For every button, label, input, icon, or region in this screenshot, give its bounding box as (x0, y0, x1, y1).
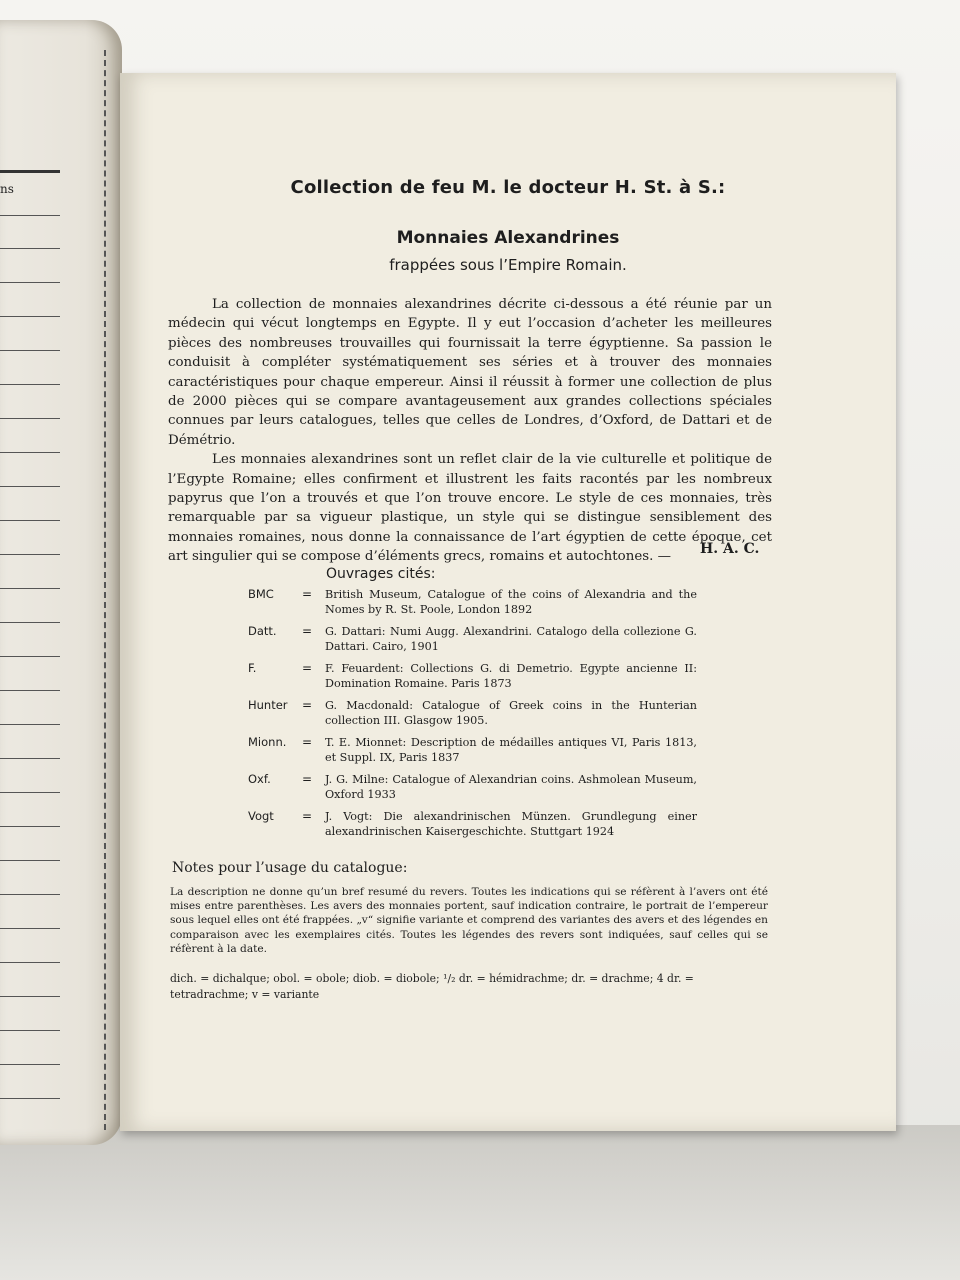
perforation-line (104, 50, 106, 1130)
left-rule (0, 758, 60, 759)
left-rule (0, 962, 60, 963)
reference-text: J. G. Milne: Catalogue of Alexandrian coins. Ashmolean Museum, Oxford 1933 (325, 773, 697, 801)
signature: H. A. C. (700, 541, 760, 557)
reference-abbr: Oxf. (248, 772, 271, 786)
reference-item (120, 735, 896, 769)
reference-text: G. Dattari: Numi Augg. Alexandrini. Catalogo della collezione G. Dattari. Cairo, 1901 (325, 625, 697, 653)
left-rule (0, 690, 60, 691)
right-page (120, 73, 896, 1131)
intro-paragraph: Les monnaies alexandrines sont un reflet clair de la vie culturelle et politique de l’Egypte Romaine; elles confirment et illustrent les faits racontés par les nombreux papyrus que l’on a trouvés et que l’on trouve encore. Le style de ces monnaies, très remarquable par sa vigueur plastique, un style qui se distingue sensiblement des monnaies romaines, nous donne la connaissance de l’art égyptien de cette époque, cet art singulier qui se compose d’éléments grecs, romains et autochtones. — (168, 452, 772, 565)
left-rule (0, 826, 60, 827)
left-rule (0, 452, 60, 453)
left-rule (0, 894, 60, 895)
abbreviations-text: dich. = dichalque; obol. = obole; diob. = diobole; ¹/₂ dr. = hémidrachme; dr. = drachme; 4 dr. = tetradrachme; v = variante (170, 972, 694, 1001)
left-rule (0, 554, 60, 555)
left-rule (0, 1064, 60, 1065)
intro-paragraph: La collection de monnaies alexandrines décrite ci-dessous a été réunie par un médecin qui vécut longtemps en Egypte. Il y eut l’occasion d’acheter les meilleures pièces des nombreuses trouvailles qui fournissait la terre égyptienne. Sa passion le conduisit à compléter systématiquement ses séries et à trouver des monnaies caractéristiques pour chaque empereur. Ainsi il réussit à former une collection de plus de 2000 pièces qui se compare avantageusement aux grandes collections spéciales connues par leurs catalogues, telles que celles de Londres, d’Oxford, de Dattari et de Démétrio. (168, 297, 772, 448)
reference-equals: = (302, 809, 313, 823)
notes-heading: Notes pour l’usage du catalogue: (172, 860, 408, 876)
reference-abbr: BMC (248, 587, 274, 601)
reference-item (120, 809, 896, 843)
left-rule (0, 622, 60, 623)
left-rule (0, 418, 60, 419)
left-rule (0, 350, 60, 351)
reference-text: G. Macdonald: Catalogue of Greek coins in the Hunterian collection III. Glasgow 1905. (325, 699, 697, 727)
reference-equals: = (302, 735, 313, 749)
left-rule (0, 486, 60, 487)
page-content (120, 73, 896, 1131)
left-rule (0, 996, 60, 997)
left-rule (0, 792, 60, 793)
left-rule (0, 520, 60, 521)
notes-text: La description ne donne qu’un bref resumé du revers. Toutes les indications qui se réfèrent à l’avers ont été mises entre parenthèses. Les avers des monnaies portent, sauf indication contraire, le portrait de l’empereur sous lequel elles ont été frappées. „v“ signifie variante et comprend des variantes des avers et des légendes en comparaison avec les exemplaires cités. Toutes les légendes des revers sont indiquées, sauf celles qui se réfèrent à la date. (170, 886, 768, 955)
reference-text: British Museum, Catalogue of the coins of Alexandria and the Nomes by R. St. Poole, London 1892 (325, 588, 697, 616)
left-rule (0, 588, 60, 589)
left-rule (0, 282, 60, 283)
reference-equals: = (302, 661, 313, 675)
left-rule (0, 248, 60, 249)
reference-item (120, 661, 896, 695)
left-header-text: ns (0, 182, 14, 196)
left-rule (0, 860, 60, 861)
page-title: Collection de feu M. le docteur H. St. à S.: (290, 177, 726, 198)
reference-item (120, 624, 896, 658)
reference-equals: = (302, 587, 313, 601)
reference-text: F. Feuardent: Collections G. di Demetrio. Egypte ancienne II: Domination Romaine. Paris 1873 (325, 662, 697, 690)
left-rule (0, 656, 60, 657)
left-rule (0, 316, 60, 317)
left-rule (0, 1098, 60, 1099)
reference-abbr: Mionn. (248, 735, 287, 749)
reference-item (120, 587, 896, 621)
ouvrages-heading: Ouvrages cités: (326, 566, 436, 582)
reference-item (120, 772, 896, 806)
reference-text: T. E. Mionnet: Description de médailles antiques VI, Paris 1813, et Suppl. IX, Paris 1837 (325, 736, 697, 764)
left-rule (0, 384, 60, 385)
page-subtitle: Monnaies Alexandrines (396, 228, 620, 248)
reference-text: J. Vogt: Die alexandrinischen Münzen. Grundlegung einer alexandrinischen Kaisergeschichte. Stuttgart 1924 (325, 810, 697, 838)
reference-equals: = (302, 772, 313, 786)
left-page (0, 20, 122, 1145)
page-shadow (0, 1125, 960, 1280)
reference-abbr: F. (248, 661, 257, 675)
page-subsubtitle: frappées sous l’Empire Romain. (389, 256, 627, 274)
reference-abbr: Hunter (248, 698, 288, 712)
reference-equals: = (302, 698, 313, 712)
left-rule (0, 215, 60, 216)
reference-item (120, 698, 896, 732)
reference-abbr: Datt. (248, 624, 277, 638)
left-header-rule (0, 170, 60, 173)
intro-text (168, 295, 772, 567)
left-rule (0, 928, 60, 929)
left-rule (0, 1030, 60, 1031)
left-rule (0, 724, 60, 725)
reference-equals: = (302, 624, 313, 638)
reference-abbr: Vogt (248, 809, 274, 823)
